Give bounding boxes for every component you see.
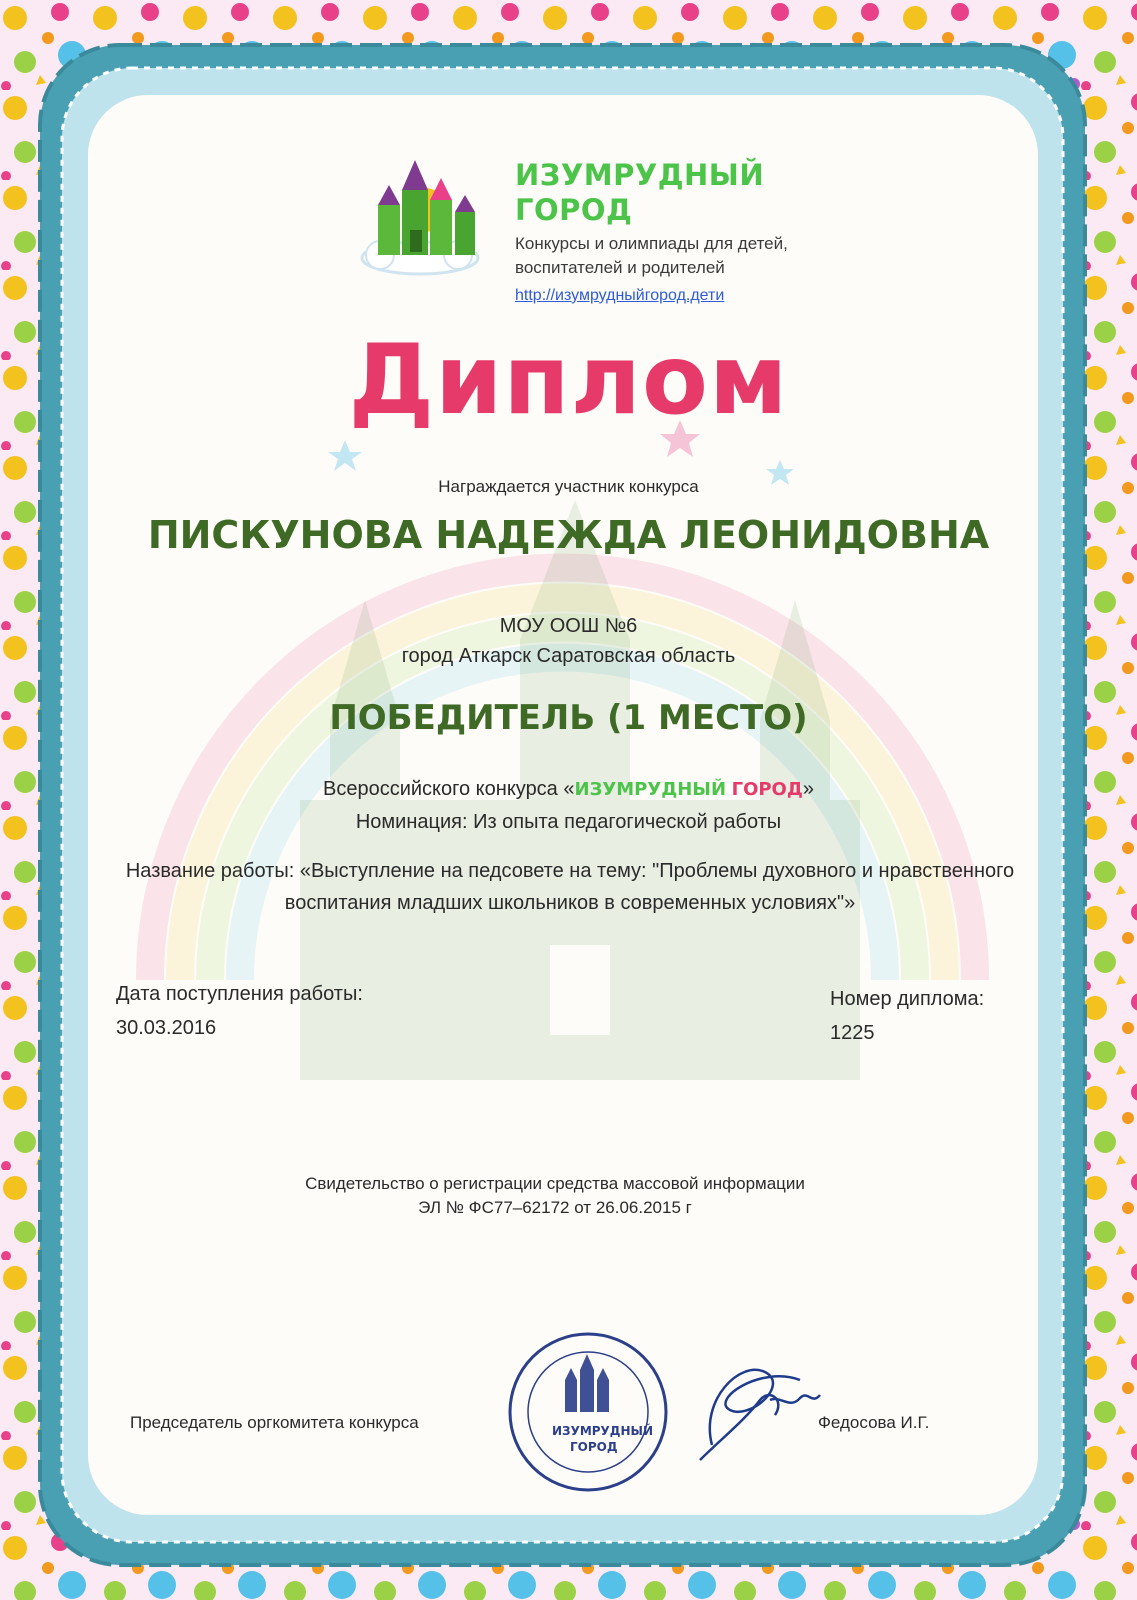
work-title: Название работы: «Выступление на педсовете на тему: "Проблемы духовного и нравственного воспитания младших школьников в современных условиях"» — [125, 860, 1015, 914]
contest-line — [0, 773, 1137, 806]
location: город Аткарск Саратовская область — [401, 645, 736, 667]
contest-suffix: » — [802, 778, 815, 800]
chair-label: Председатель оргкомитета конкурса — [130, 1413, 419, 1432]
school-name: МОУ ООШ №6 — [499, 615, 638, 637]
contest-block — [0, 773, 1137, 838]
date-label: Дата поступления работы: — [116, 983, 363, 1005]
stamp-text-line2: ГОРОД — [570, 1440, 618, 1454]
website-link[interactable]: http://изумрудныйгород.дети — [515, 287, 725, 304]
registration-line1: Свидетельство о регистрации средства массовой информации — [305, 1174, 805, 1193]
brand-tagline: Конкурсы и олимпиады для детей, воспитателей и родителей — [515, 234, 788, 277]
awarded-text: Награждается участник конкурса — [438, 477, 699, 496]
diploma-number-label: Номер диплома: — [830, 988, 985, 1010]
contest-prefix: Всероссийского конкурса « — [322, 778, 575, 800]
contest-brand-red: ГОРОД — [731, 779, 803, 800]
signer-name: Федосова И.Г. — [818, 1413, 930, 1432]
registration-line2: ЭЛ № ФС77–62172 от 26.06.2015 г — [418, 1198, 692, 1217]
brand-title-line2: ГОРОД — [515, 193, 633, 227]
contest-brand-green: ИЗУМРУДНЫЙ — [574, 779, 727, 800]
diploma-number-value: 1225 — [830, 1022, 875, 1044]
nomination: Номинация: Из опыта педагогической работы — [355, 811, 782, 833]
organization-block — [0, 611, 1137, 671]
date-value: 30.03.2016 — [116, 1017, 217, 1039]
brand-title-line1: ИЗУМРУДНЫЙ — [515, 158, 765, 192]
stamp-text-line1: ИЗУМРУДНЫЙ — [552, 1424, 654, 1438]
diploma-title: Диплом — [348, 324, 789, 436]
recipient-name: ПИСКУНОВА НАДЕЖДА ЛЕОНИДОВНА — [147, 513, 990, 557]
registration-block — [0, 1172, 1110, 1220]
result-title: ПОБЕДИТЕЛЬ (1 МЕСТО) — [329, 698, 808, 738]
